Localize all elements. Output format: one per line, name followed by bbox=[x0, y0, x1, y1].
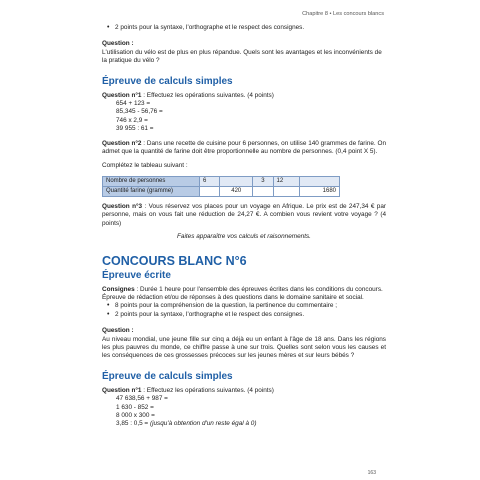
consignes-text: : Durée 1 heure pour l'ensemble des épreuves écrites dans les conditions du concours. bbox=[134, 285, 383, 293]
operation-item: 1 630 - 852 = bbox=[116, 403, 154, 411]
question-text: L'utilisation du vélo est de plus en plus répandue. Quels sont les avantages et les inconvénients de la pratique du vélo ? bbox=[102, 48, 382, 65]
table-intro: Complétez le tableau suivant : bbox=[102, 162, 188, 170]
consignes-bullet-list bbox=[102, 302, 386, 319]
calc1-question-3 bbox=[102, 203, 386, 228]
question-label: Question : bbox=[102, 327, 134, 335]
question-label: Question : bbox=[102, 40, 134, 48]
operation-item: 654 + 123 = bbox=[116, 100, 151, 108]
operation-item: 8 000 x 300 = bbox=[116, 411, 155, 419]
operation-item: 39 955 : 61 = bbox=[116, 125, 154, 133]
question-text: : Dans une recette de cuisine pour 6 personnes, on utilise 140 grammes de farine. On admet que la quantité de farine doit être proportionnelle au nombre de personnes. (0,4 point X 5). bbox=[102, 139, 387, 156]
question-text: : Effectuez les opérations suivantes. (4 points) bbox=[141, 91, 274, 99]
table-cell bbox=[220, 176, 253, 186]
question-text: : Vous réservez vos places pour un voyage en Afrique. Le prix est de 247,34 € par personne, mais on vous fait une réduction de 24,27 €. A combien vous revient votre voyage ? (4 points) bbox=[102, 202, 387, 227]
question-text: : Effectuez les opérations suivantes. (4 points) bbox=[141, 386, 274, 394]
page-content bbox=[102, 24, 386, 429]
list-item: • 2 points pour la syntaxe, l'orthographe et le respect des consignes. bbox=[102, 24, 386, 32]
consignes-paragraph bbox=[102, 286, 386, 294]
table-row bbox=[103, 176, 340, 186]
table-cell: 1680 bbox=[300, 186, 340, 196]
table-cell: 12 bbox=[273, 176, 300, 186]
operation-item: 746 x 2,9 = bbox=[116, 116, 148, 124]
top-bullet-list bbox=[102, 24, 386, 32]
consignes-line-2: Épreuve de rédaction et/ou de réponses à des questions dans le domaine sanitaire et social. bbox=[102, 293, 364, 301]
operation-text: 3,85 : 0,5 = bbox=[116, 420, 150, 428]
operation-item bbox=[116, 420, 386, 428]
section-title-calc-1: Épreuve de calculs simples bbox=[102, 75, 233, 87]
calc1-question-2 bbox=[102, 140, 386, 157]
table-cell bbox=[273, 186, 300, 196]
table-cell: 3 bbox=[253, 176, 273, 186]
table-cell bbox=[200, 186, 220, 196]
instruction-text: Faites apparaître vos calculs et raisonnements. bbox=[177, 233, 311, 241]
operations-list-1 bbox=[102, 100, 386, 134]
question-number: Question n°3 bbox=[102, 202, 143, 210]
question-number: Question n°2 bbox=[102, 139, 142, 147]
consignes-label: Consignes bbox=[102, 285, 135, 293]
table-cell: 420 bbox=[220, 186, 253, 196]
page-number: 163 bbox=[367, 470, 376, 476]
section-title-written: Épreuve écrite bbox=[102, 269, 171, 281]
section-title-calc-2: Épreuve de calculs simples bbox=[102, 370, 233, 382]
table-row bbox=[103, 186, 340, 196]
question-number: Question n°1 bbox=[102, 386, 142, 394]
operation-item: 85,345 - 56,76 = bbox=[116, 108, 163, 116]
question-number: Question n°1 bbox=[102, 91, 142, 99]
table-cell bbox=[253, 186, 273, 196]
operations-list-2 bbox=[102, 395, 386, 429]
proportion-table bbox=[102, 176, 340, 197]
table-cell bbox=[300, 176, 340, 186]
row-header: Quantité farine (gramme) bbox=[103, 186, 200, 196]
table-cell: 6 bbox=[200, 176, 220, 186]
list-item: • 2 points pour la syntaxe, l'orthographe et le respect des consignes. bbox=[102, 311, 386, 319]
operation-note: (jusqu'à obtention d'un reste égal à 0) bbox=[149, 420, 257, 428]
contest-title: CONCOURS BLANC N°6 bbox=[102, 253, 247, 268]
operation-item: 47 638,56 + 987 = bbox=[116, 395, 168, 403]
calc1-question-1 bbox=[102, 92, 386, 100]
list-item: • 8 points pour la compréhension de la question, la pertinence du commentaire ; bbox=[102, 302, 386, 310]
row-header: Nombre de personnes bbox=[103, 176, 200, 186]
question-text: Au niveau mondial, une jeune fille sur cinq a déjà eu un enfant à l'âge de 18 ans. Dans les régions les plus pauvres du monde, ce chiffre passe à une sur trois. Quelles sont selon vous les causes et les conséquences de ces grossesses précoces sur les jeunes mères et sur leurs bébés ? bbox=[102, 335, 386, 360]
running-head: Chapitre 8 • Les concours blancs bbox=[302, 11, 384, 17]
calc2-question-1 bbox=[102, 387, 386, 395]
